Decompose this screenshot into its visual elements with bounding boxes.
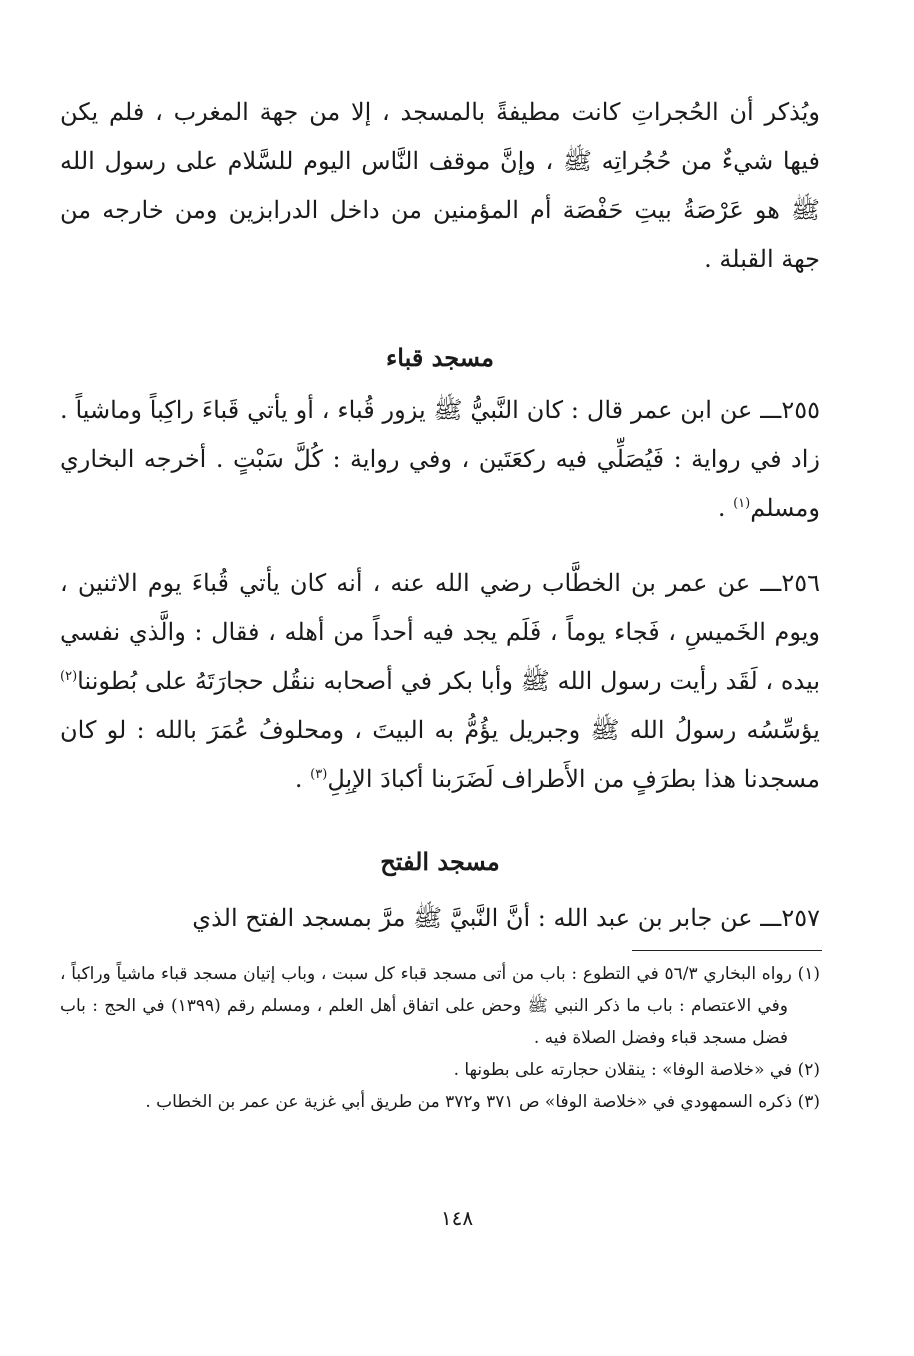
footnote-divider <box>632 950 822 951</box>
page-number: ١٤٨ <box>440 1206 474 1230</box>
section-title-fath: مسجد الفتح <box>380 847 500 876</box>
hadith-256-part1: ٢٥٦ـــ عن عمر بن الخطَّاب رضي الله عنه ، أنه كان يأتي قُباءَ يوم الاثنين ، ويوم الخَميسِ ، فَجاء يوماً ، فَلَم يجد فيه أحداً من أهله ، فقال : والَّذي نفسي بيده ، لَقَد رأيت رسول الله ﷺ وأبا بكر في أصحابه ننقُل حجارَتَهُ على بُطوننا <box>60 569 820 695</box>
hadith-255 <box>60 386 820 533</box>
footnote-2: (٢) في «خلاصة الوفا» : ينقلان حجارته على بطونها . <box>453 1060 820 1080</box>
footnote-list <box>60 958 820 1118</box>
hadith-255-end: . <box>717 494 734 522</box>
paragraph-gap <box>60 533 820 559</box>
footnote-3: (٣) ذكره السمهودي في «خلاصة الوفا» ص ٣٧١ و٣٧٢ من طريق أبي غزية عن عمر بن الخطاب . <box>145 1092 820 1112</box>
hadith-256-end: . <box>294 765 311 793</box>
intro-paragraph: ويُذكر أن الحُجراتِ كانت مطيفةً بالمسجد ، إلا من جهة المغرب ، فلم يكن فيها شيءٌ من حُجُراتِه ﷺ ، وإنَّ موقف النَّاس اليوم للسَّلام على رسول الله ﷺ هو عَرْصَةُ بيتِ حَفْصَة أم المؤمنين من داخل الدرابزين ومن خارجه من جهة القبلة . <box>60 98 820 273</box>
footnote-1: (١) رواه البخاري ٥٦/٣ في التطوع : باب من أتى مسجد قباء كل سبت ، وباب إتيان مسجد قباء ماشياً وراكباً ، وفي الاعتصام : باب ما ذكر النبي ﷺ وحض على اتفاق أهل العلم ، ومسلم رقم (١٣٩٩) في الحج : باب فضل مسجد قباء وفضل الصلاة فيه . <box>60 964 820 1048</box>
footnote-ref-2: (٢) <box>60 669 78 684</box>
hadith-256-part2: يؤسِّسُه رسولُ الله ﷺ وجبريل يؤُمُّ به البيتَ ، ومحلوفُ عُمَرَ بالله : لو كان مسجدنا هذا بطرَفٍ من الأَطراف لَضَرَبنا أكبادَ الإبِلِ <box>60 716 820 793</box>
section-title-quba: مسجد قباء <box>385 343 495 372</box>
main-text <box>60 88 820 943</box>
hadith-256 <box>60 559 820 804</box>
hadith-255-text: ٢٥٥ـــ عن ابن عمر قال : كان النَّبيُّ ﷺ يزور قُباء ، أو يأتي قَباءَ راكِباً وماشياً . زاد في رواية : فَيُصَلِّي فيه ركعَتَين ، وفي رواية : كُلَّ سَبْتٍ . أخرجه البخاري ومسلم <box>60 396 820 522</box>
footnote-ref-3: (٣) <box>310 767 328 782</box>
footnote-ref-1: (١) <box>733 496 751 511</box>
hadith-257: ٢٥٧ـــ عن جابر بن عبد الله : أنَّ النَّبيَّ ﷺ مرَّ بمسجد الفتح الذي <box>192 904 820 932</box>
